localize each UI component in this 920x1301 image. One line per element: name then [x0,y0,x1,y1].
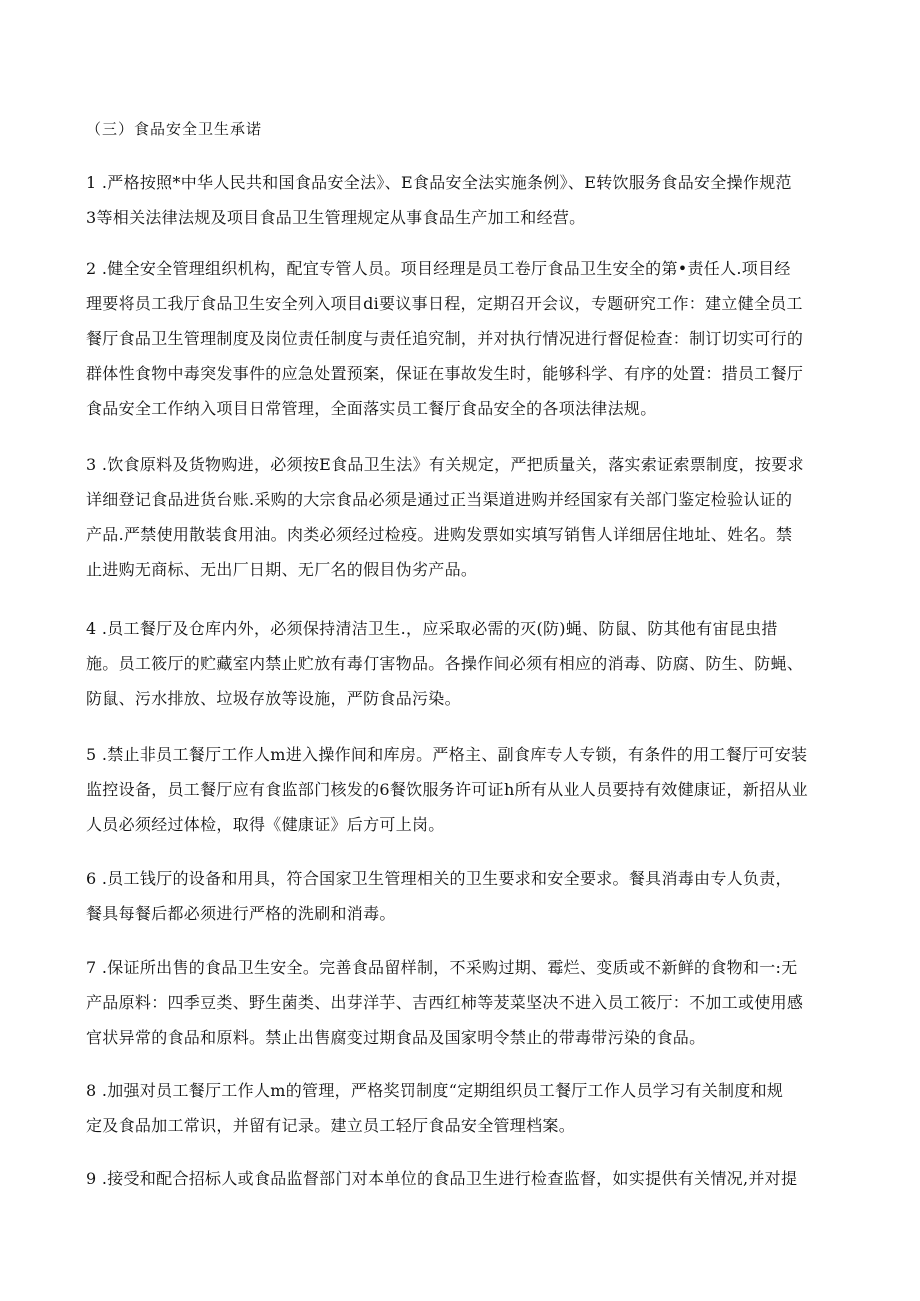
paragraph-line: 产品.严禁使用散装食用油。肉类必须经过检疫。进购发票如实填写销售人详细居住地址、姓名。禁 [86,525,793,544]
paragraph-line: 人员必须经过体检，取得《健康证》后方可上岗。 [86,815,445,834]
paragraph-line: 6 .员工钱厅的设备和用具，符合国家卫生管理相关的卫生要求和安全要求。餐具消毒由专人负责， [86,869,792,888]
paragraph-line: 详细登记食品进货台账.采购的大宗食品必须是通过正当渠道进购并经国家有关部门鉴定检验认证的 [86,490,793,509]
paragraph-9 [86,1161,838,1196]
paragraph-line: 止进购无商标、无出厂日期、无厂名的假目伪劣产品。 [86,560,478,579]
paragraph-line: 群体性食物中毒突发事件的应急处置预案，保证在事故发生时，能够科学、有序的处置：措员工餐厅 [86,364,804,383]
paragraph-4 [86,611,838,716]
paragraph-7 [86,950,838,1055]
paragraph-line: 餐厅食品卫生管理制度及岗位责任制度与责任追究制，并对执行情况进行督促检查：制订切实可行的 [86,329,804,348]
paragraph-line: 食品安全工作纳入项目日常管理，全面落实员工餐厅食品安全的各项法律法规。 [86,399,657,418]
paragraph-3 [86,447,838,587]
paragraph-line: 3等相关法律法规及项目食品卫生管理规定从事食品生产加工和经营。 [86,208,586,227]
paragraph-line: 8 .加强对员工餐厅工作人m的管理，严格奖罚制度“定期组织员工餐厅工作人员学习有关制度和规 [86,1081,784,1100]
paragraph-5 [86,737,838,842]
paragraph-line: 5 .禁止非员工餐厅工作人m进入操作间和库房。严格主、副食库专人专锁，有条件的用工餐厅可安装 [86,745,808,764]
paragraph-line: 理要将员工我厅食品卫生安全列入项目di要议事日程，定期召开会议，专题研究工作：建立健全员工 [86,294,803,313]
paragraph-line: 2 .健全安全管理组织机构，配宜专管人员。项目经理是员工卷厅食品卫生安全的第•责任人.项目经 [86,259,791,278]
paragraph-line: 餐具每餐后都必须进行严格的洗刷和消毒。 [86,904,396,923]
paragraph-2 [86,251,838,426]
paragraph-line: 9 .接受和配合招标人或食品监督部门对本单位的食品卫生进行检查监督，如实提供有关情况,并对提 [86,1169,798,1188]
paragraph-line: 防鼠、污水排放、垃圾存放等设施，严防食品污染。 [86,689,461,708]
paragraph-1 [86,165,838,235]
paragraph-line: 定及食品加工常识，并留有记录。建立员工轻厅食品安全管理档案。 [86,1116,576,1135]
paragraph-line: 产品原料：四季豆类、野生菌类、出芽洋芋、吉西红柿等茇菜坚决不进入员工筱厅：不加工或使用感 [86,993,804,1012]
paragraph-6 [86,861,838,931]
paragraph-line: 1 .严格按照*中华人民共和国食品安全法》、E食品安全法实施条例》、E转饮服务食品安全操作规范 [86,173,792,192]
paragraph-line: 7 .保证所出售的食品卫生安全。完善食品留样制，不采购过期、霉烂、变质或不新鲜的食物和一:无 [86,958,798,977]
paragraph-line: 监控设备，员工餐厅应有食监部门核发的6餐饮服务许可证h所有从业人员要持有效健康证，新招从业 [86,780,808,799]
paragraph-line: 官状异常的食品和原料。禁止出售腐变过期食品及国家明令禁止的带毒带污染的食品。 [86,1028,706,1047]
paragraph-line: 3 .饮食原料及货物购进，必须按E食品卫生法》有关规定，严把质量关，落实索证索票制度，按要求 [86,455,804,474]
paragraph-8 [86,1073,838,1143]
paragraph-line: 施。员工筱厅的贮藏室内禁止贮放有毒仃害物品。各操作间必须有相应的消毒、防腐、防生、防蝇、 [86,654,804,673]
section-heading: （三）食品安全卫生承诺 [86,120,263,138]
paragraph-line: 4 .员工餐厅及仓库内外，必须保持清洁卫生.，应采取必需的灭(防)蝇、防鼠、防其他有宙昆虫措 [86,619,778,638]
